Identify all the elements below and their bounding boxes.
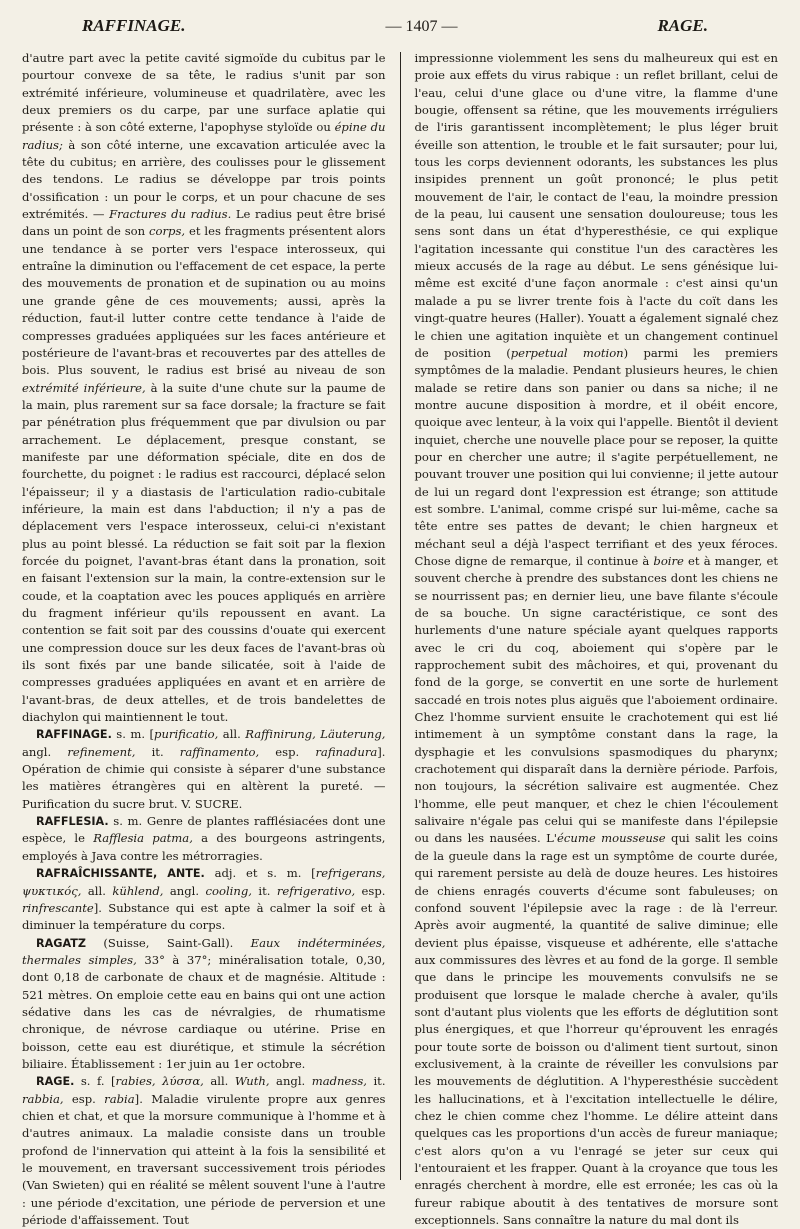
entry-headword: RAFFINAGE. (36, 728, 112, 742)
entry-headword: RAFRAÎCHISSANTE, ANTE. (36, 867, 205, 881)
entry-headword: RAGE. (36, 1075, 75, 1089)
entry-ragatz: RAGATZ (Suisse, Saint-Gall). Eaux indéterminées, thermales simples, 33° à 37°; minéralisation totale, 0,30, dont 0,18 de carbonate de chaux et de magnésie. Altitude : 521 mètres. On emploie cette eau en bains qui ont une action sédative dans les cas de névralgies, de rhumatisme chronique, de névrose cardiaque ou utérine. Prise en boisson, cette eau est diurétique, et stimule la sécrétion biliaire. Établissement : 1er juin au 1er octobre. (22, 935, 386, 1071)
header-left-title: RAFFINAGE. (82, 16, 186, 35)
page-header (22, 16, 778, 50)
entry-raffinage: RAFFINAGE. s. m. [purificatio, all. Raffinirung, Läuterung, angl. refinement, it. raffinamento, esp. rafinadura]. Opération de chimie qui consiste à séparer d'une substance les matières étrangères qui en altèrent la pureté. — Purification du sucre brut. V. SUCRE. (22, 727, 386, 811)
radius-paragraph: d'autre part avec la petite cavité sigmoïde du cubitus par le pourtour convexe de sa tête, le radius s'unit par son extrémité inférieure, volumineuse et quadrilatère, avec les deux premiers os du carpe, par une surface aplatie qui présente : à son côté externe, l'apophyse styloïde ou épine du radius; à son côté interne, une excavation articulée avec la tête du cubitus; en arrière, des coulisses pour le glissement des tendons. Le radius se développe par trois points d'ossification : un pour le corps, et un pour chacune de ses extrémités. — Fractures du radius. Le radius peut être brisé dans un point de son corps, et les fragments présentent alors une tendance à se porter vers l'espace interosseux, qui entraîne la diminution ou l'effacement de cet espace, la perte des mouvements de pronation et de supination ou au moins une grande gêne de ces mouvements; aussi, après la réduction, faut-il lutter contre cette tendance à l'aide de compresses graduées appliquées sur les faces antérieure et postérieure de l'avant-bras et recouvertes par des attelles de bois. Plus souvent, le radius est brisé au niveau de son extrémité inférieure, à la suite d'une chute sur la paume de la main, plus rarement sur sa face dorsale; la fracture se fait par pénétration plus fréquemment que par divulsion ou par arrachement. Le déplacement, presque constant, se manifeste par une déformation spéciale, dite en dos de fourchette, du poignet : le radius est raccourci, déplacé selon l'épaisseur; il y a diastasis de l'articulation radio-cubitale inférieure, la main est dans l'abduction; il n'y a pas de déplacement vers l'espace interosseux, celui-ci n'existant plus au point blessé. La réduction se fait soit par la flexion forcée du poignet, l'avant-bras étant dans la pronation, soit en faisant l'extension sur la main, la contre-extension sur le coude, et la coaptation avec les pouces appliqués en arrière du fragment inférieur qu'ils repoussent en avant. La contention se fait soit par des coussins d'ouate qui exercent une compression douce sur les deux faces de l'avant-bras où ils sont fixés par une bande silicatée, soit à l'aide de compresses graduées appliquées en avant et en arrière de l'avant-bras, de deux attelles, et de trois bandelettes de diachylon qui maintiennent le tout. (22, 51, 386, 725)
rage-continued-paragraph: impressionne violemment les sens du malheureux qui est en proie aux effets du virus rabique : un reflet brillant, celui de l'eau, celui d'une glace ou d'une vitre, la flamme d'une bougie, offensent sa rétine, que les mouvements irréguliers de l'iris garantissent incomplètement; le plus léger bruit éveille son attention, le trouble et le fait sursauter; pour lui, tous les corps deviennent odorants, les substances les plus insipides prennent un goût prononcé; le plus petit mouvement de l'air, le contact de l'eau, la moindre pression de la peau, lui causent une sensation douloureuse; tous les sens sont dans un état d'hyperesthésie, ce qui explique l'agitation incessante qui constitue l'un des caractères les mieux accusés de la rage au début. Le sens génésique lui-même est excité d'une façon anormale : c'est ainsi qu'un malade a pu se livrer trente fois à l'acte du coït dans les vingt-quatre heures (Haller). Youatt a également signalé chez le chien une agitation inquiète et un changement continuel de position (perpetual motion) parmi les premiers symptômes de la maladie. Pendant plusieurs heures, le chien malade se retire dans son panier ou dans sa niche; il ne montre aucune disposition à mordre, et il obéit encore, quoique avec lenteur, à la voix qui l'appelle. Bientôt il devient inquiet, cherche une nouvelle place pour se reposer, la quitte pour en chercher une autre; il s'agite perpétuellement, ne pouvant trouver une position qui lui convienne; il jette autour de lui un regard dont l'expression est étrange; son attitude est sombre. L'animal, comme crispé sur lui-même, cache sa tête entre ses pattes de devant; le chien hargneux et méchant seul a déjà l'aspect terrifiant et des yeux féroces. Chose digne de remarque, il continue à boire et à manger, et souvent cherche à prendre des substances dont les chiens ne se nourrissent pas; en dernier lieu, une bave filante s'écoule de sa bouche. Un signe caractéristique, ce sont des hurlements d'une nature spéciale ayant quelques rapports avec le cri du coq, aboiement qui s'opère par le rapprochement subit des mâchoires, et qui, provenant du fond de la gorge, se convertit en une sorte de hurlement saccadé en trois notes plus aiguës que l'aboiement ordinaire. Chez l'homme survient ensuite le crachotement qui est lié intimement à un symptôme constant dans la rage, la dysphagie et les convulsions spasmodiques du pharynx; crachotement qui disparaît dans la dernière période. Parfois, non toujours, la sécrétion salivaire est augmentée. Chez l'homme, elle peut manquer, et chez le chien l'écoulement salivaire n'égale pas celui qui se manifeste dans l'épilepsie ou dans les nausées. L'écume mousseuse qui salit les coins de la gueule dans la rage est un symptôme de courte durée, qui rarement persiste au delà de douze heures. Les histoires de chiens enragés couverts d'écume sont fabuleuses; on confond souvent l'épilepsie avec la rage : de là l'erreur. Après avoir augmenté, la quantité de salive diminue; elle devient plus épaisse, visqueuse et adhérente, elle s'attache aux commissures des lèvres et au fond de la gorge. Il semble que dans le principe les mouvements convulsifs ne se produisent que lorsque le malade cherche à avaler, qu'ils sont d'autant plus violents que les efforts de déglutition sont plus énergiques, et que l'horreur qu'éprouvent les enragés pour toute sorte de boisson ou d'aliment tient surtout, sinon exclusivement, à la crainte de réveiller les convulsions par les mouvements de déglutition. A l'hyperesthésie succèdent les hallucinations, et à l'excitation intellectuelle le délire, chez le chien comme chez l'homme. Le délire atteint dans quelques cas les proportions d'un accès de fureur maniaque; c'est alors qu'on a vu l'enragé se jeter sur ceux qui l'entouraient et les frapper. Quant à la croyance que tous les enragés cherchent à mordre, elle est erronée; les cas où la fureur rabique aboutit à des tentatives de morsure sont exceptionnels. Sans connaître la nature du mal dont ils (414, 51, 778, 1228)
header-right-title: RAGE. (657, 16, 708, 35)
entry-rage: RAGE. s. f. [rabies, λύσσα, all. Wuth, angl. madness, it. rabbia, esp. rabia]. Maladie virulente propre aux genres chien et chat, et que la morsure communique à l'homme et à d'autres animaux. La maladie consiste dans un trouble profond de l'innervation qui atteint à la fois la sensibilité et le mouvement, en traversant successivement trois périodes (Van Swieten) qui en réalité se mêlent souvent l'une à l'autre : une période d'excitation, une période de perversion et une période d'affaissement. Tout (22, 1074, 386, 1228)
entry-rafraichissante: RAFRAÎCHISSANTE, ANTE. adj. et s. m. [refrigerans, ψυκτικός, all. kühlend, angl. cooling, it. refrigerativo, esp. rinfrescante]. Substance qui est apte à calmer la soif et à diminuer la température du corps. (22, 866, 386, 933)
left-column (22, 50, 386, 1228)
entry-headword: RAFFLESIA. (36, 815, 109, 829)
right-column (414, 50, 779, 1228)
entry-headword: RAGATZ (36, 936, 86, 950)
column-divider (400, 52, 401, 1180)
entry-rafflesia: RAFFLESIA. s. m. Genre de plantes rafflésiacées dont une espèce, le Rafflesia patma, a des bourgeons astringents, employés à Java contre les métrorragies. (22, 814, 386, 863)
page-number: — 1407 — (385, 18, 458, 35)
